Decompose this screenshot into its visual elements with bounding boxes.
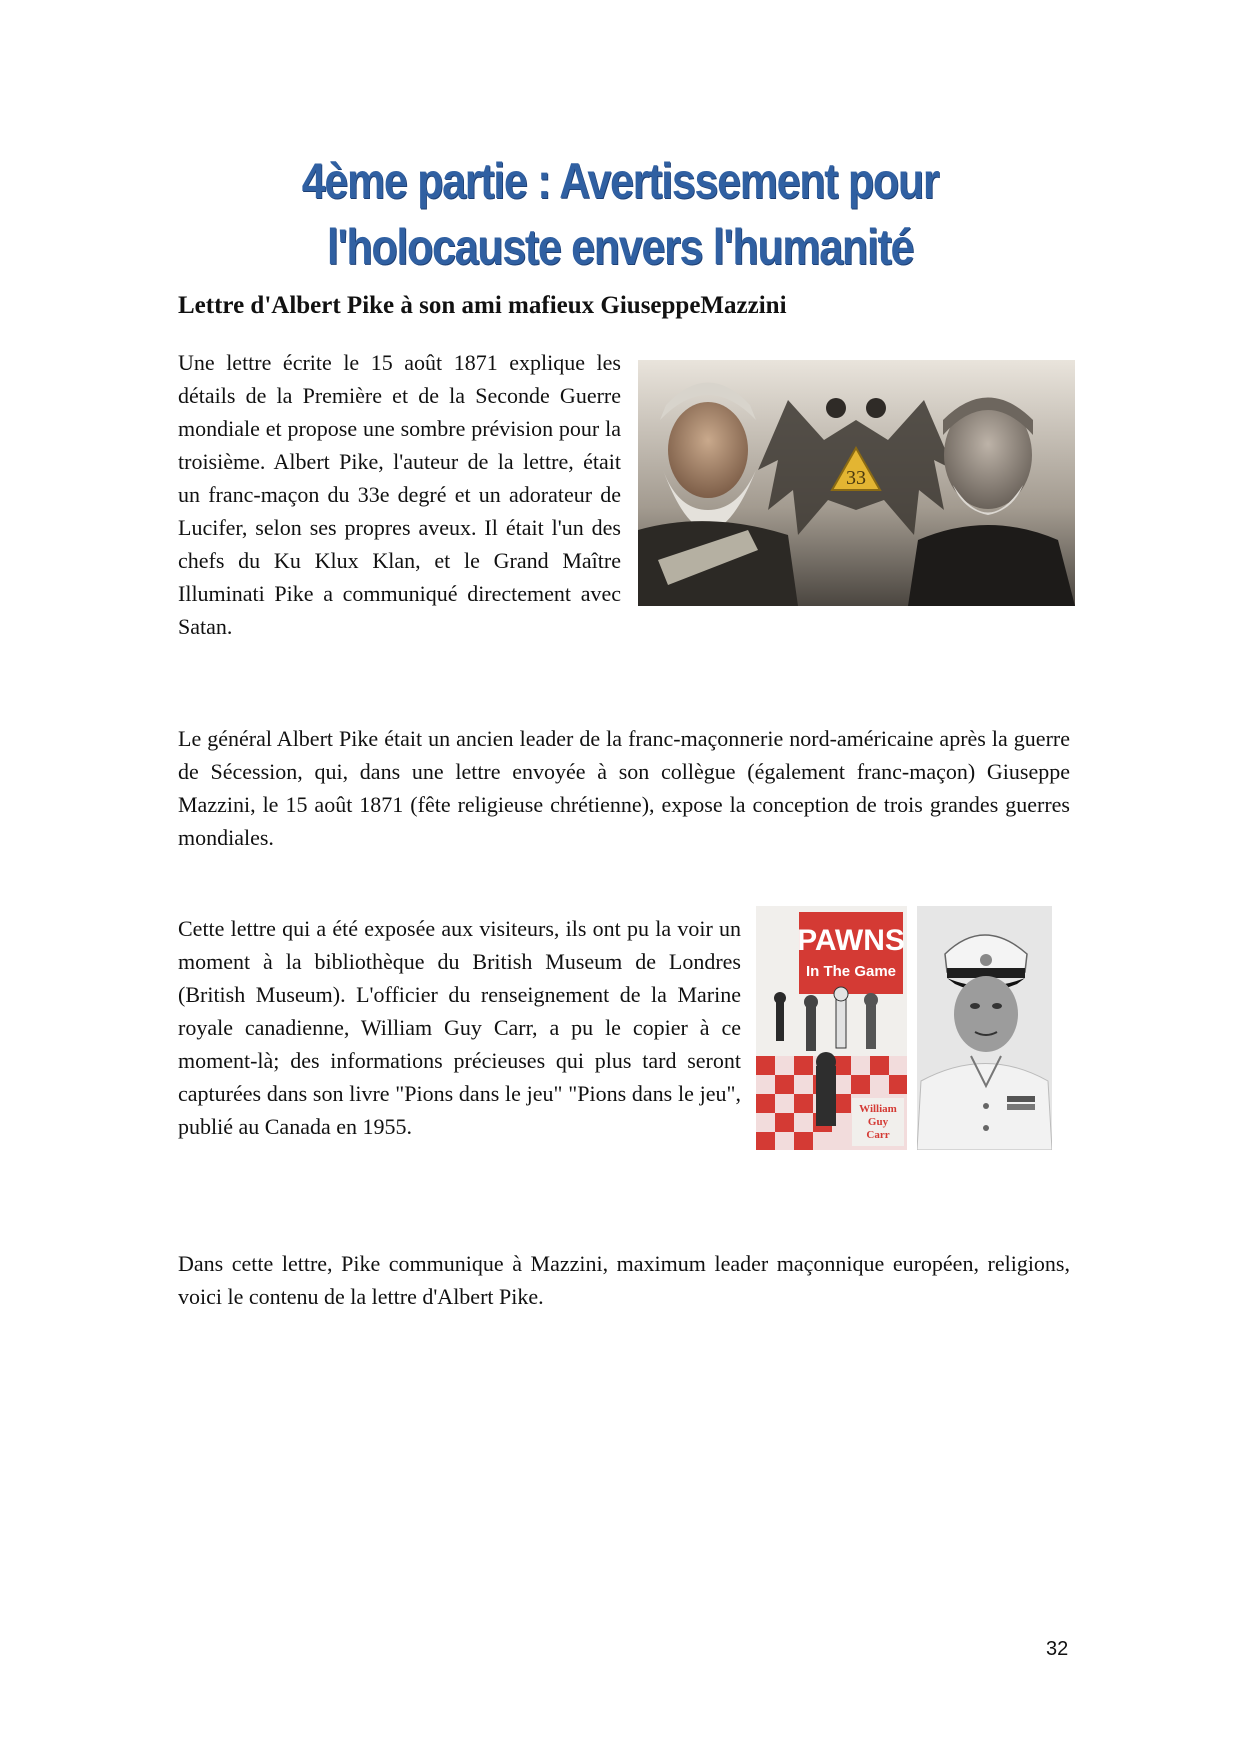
pike-mazzini-photo (638, 360, 1075, 606)
paragraph-pike-background: Le général Albert Pike était un ancien leader de la franc-maçonnerie nord-américaine après la guerre de Sécession, qui, dans une lettre envoyée à son collègue (également franc-maçon) Giuseppe Mazzini, le 15 août 1871 (fête religieuse chrétienne), expose la conception de trois grandes guerres mondiales. (178, 726, 1070, 850)
book-author-line-3: Carr (866, 1129, 890, 1141)
william-guy-carr-photo (917, 906, 1052, 1150)
page-title-line-1: 4ème partie : Avertissement pour (301, 153, 939, 209)
book-title-line-2: In The Game (805, 963, 897, 980)
emblem-33-text: 33 (846, 467, 866, 489)
paragraph-letter-content-intro: Dans cette lettre, Pike communique à Mazzini, maximum leader maçonnique européen, religions, voici le contenu de la lettre d'Albert Pike. (178, 1251, 1070, 1309)
book-title-line-1: PAWNS (797, 924, 905, 957)
page-title-line-2: l'holocauste envers l'humanité (326, 219, 914, 275)
pike-mazzini-illustration (638, 360, 1075, 606)
paragraph-british-museum: Cette lettre qui a été exposée aux visiteurs, ils ont pu la voir un moment à la bibliothèque du British Museum de Londres (British Museum). L'officier du renseignement de la Marine royale canadienne, William Guy Carr, a pu le copier à ce moment-là; des informations précieuses qui plus tard seront capturées dans son livre "Pions dans le jeu" "Pions dans le jeu", publié au Canada en 1955. (178, 916, 741, 1139)
page-title (87, 148, 1153, 280)
officer-portrait (917, 906, 1052, 1150)
page-number: 32 (1046, 1638, 1069, 1660)
paragraph-letter-intro: Une lettre écrite le 15 août 1871 explique les détails de la Première et de la Seconde Guerre mondiale et propose une sombre prévision pour la troisième. Albert Pike, l'auteur de la lettre, était un franc-maçon du 33e degré et un adorateur de Lucifer, selon ses propres aveux. Il était l'un des chefs du Ku Klux Klan, et le Grand Maître Illuminati Pike a communiqué directement avec Satan. (178, 350, 621, 639)
pawns-in-the-game-cover (756, 906, 907, 1150)
book-author-line-2: Guy (867, 1116, 889, 1128)
book-author-line-1: William (859, 1103, 897, 1115)
book-cover-image (756, 906, 907, 1150)
section-subtitle: Lettre d'Albert Pike à son ami mafieux GiuseppeMazzini (178, 292, 787, 319)
